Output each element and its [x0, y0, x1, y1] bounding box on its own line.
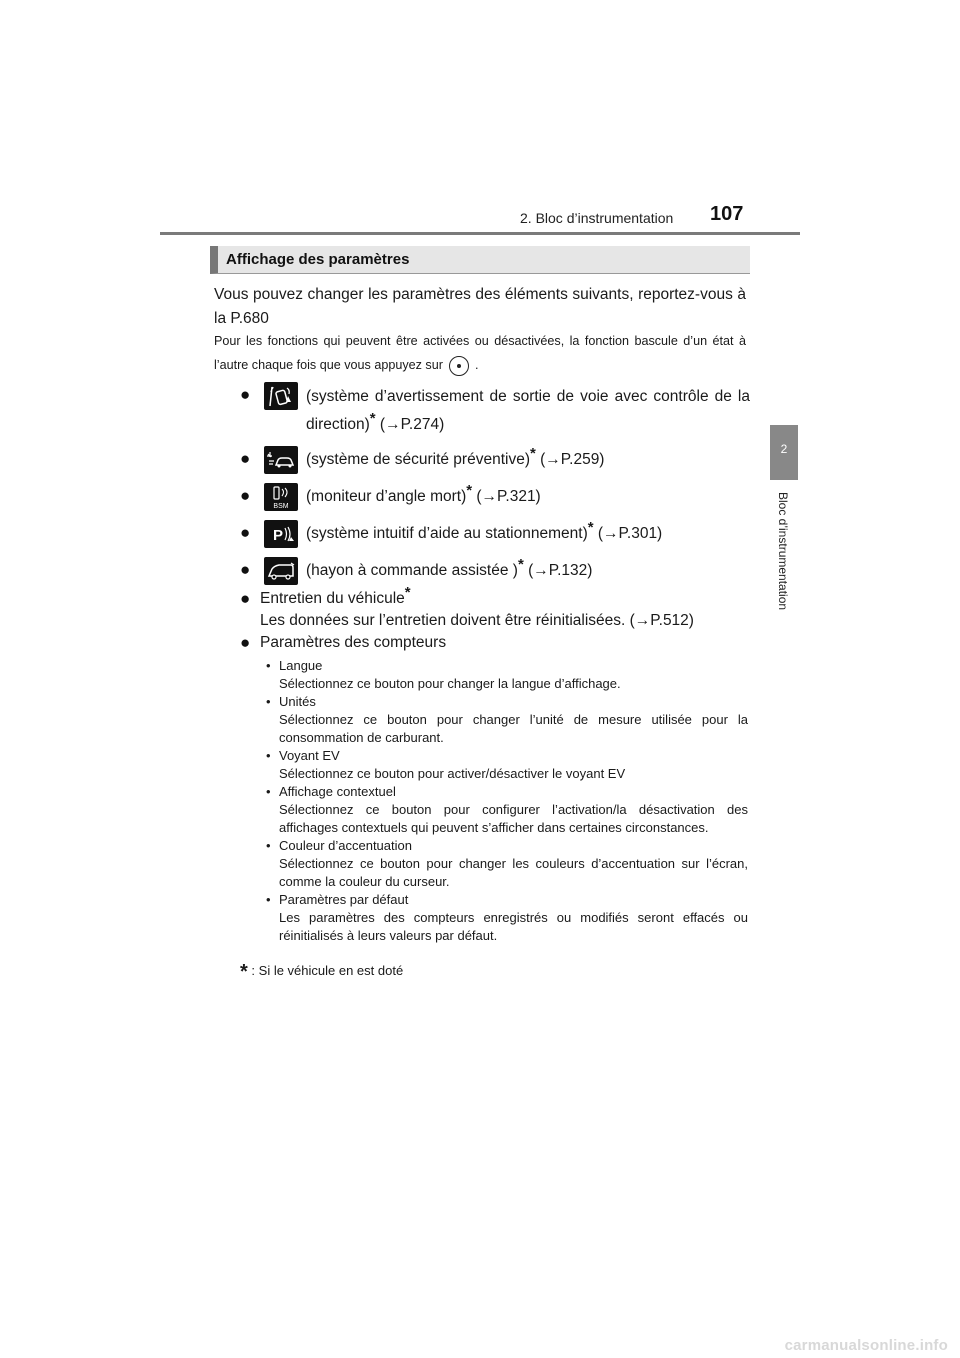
setting-item-text: (système intuitif d’aide au stationnement)	[306, 525, 588, 542]
list-item-title: Unités	[279, 694, 316, 709]
bullet-icon: ●	[240, 560, 251, 579]
control-button-icon	[449, 356, 469, 376]
list-item-description: Sélectionnez ce bouton pour configurer l’activation/la désactivation des affichages contextuels qui peuvent s’afficher dans certaines circonstances.	[279, 802, 748, 835]
watermark: carmanualsonline.info	[784, 1337, 948, 1354]
list-item: • Affichage contextuel Sélectionnez ce bouton pour configurer l’activation/la désactivation des affichages contextuels qui peuvent s’afficher dans certaines circonstances.	[266, 784, 748, 835]
svg-text:P: P	[273, 527, 284, 544]
bullet-icon: ●	[240, 523, 251, 542]
footnote-star: *	[466, 482, 473, 499]
footnote-star: *	[517, 556, 524, 573]
list-item-title: Couleur d’accentuation	[279, 838, 412, 853]
setting-item-text: (hayon à commande assistée )	[306, 562, 518, 579]
svg-text:BSM: BSM	[273, 503, 289, 510]
footnote-star: *	[529, 445, 536, 462]
list-item: • Paramètres par défaut Les paramètres des compteurs enregistrés ou modifiés seront effacés ou réinitialisés à leurs valeurs par défaut.	[266, 892, 748, 943]
list-item-title: Voyant EV	[279, 748, 340, 763]
page-number: 107	[710, 203, 744, 225]
parking-assist-icon	[264, 520, 298, 548]
header-rule	[160, 232, 800, 235]
meter-settings-list	[266, 657, 748, 945]
page-reference: (→P.274)	[379, 416, 445, 433]
bullet-icon: ●	[240, 385, 251, 404]
list-item: • Voyant EV Sélectionnez ce bouton pour activer/désactiver le voyant EV	[266, 747, 748, 783]
list-item-description: Sélectionnez ce bouton pour changer la langue d’affichage.	[279, 676, 621, 691]
footnote	[240, 962, 403, 981]
footnote-star: *	[240, 961, 248, 983]
maintenance-description: Les données sur l’entretien doivent être réinitialisées. (→P.512)	[260, 612, 694, 629]
list-item-title: Affichage contextuel	[279, 784, 396, 799]
list-item-description: Sélectionnez ce bouton pour changer l’unité de mesure utilisée pour la consommation de carburant.	[279, 712, 748, 745]
chapter-side-label-text: Bloc d’instrumentation	[776, 492, 790, 611]
page-reference: (→P.321)	[476, 488, 541, 505]
list-item: • Langue Sélectionnez ce bouton pour changer la langue d’affichage.	[266, 657, 748, 693]
lane-departure-icon	[264, 382, 298, 410]
list-item-description: Les paramètres des compteurs enregistrés ou modifiés seront effacés ou réinitialisés à leurs valeurs par défaut.	[279, 910, 748, 943]
page-reference: (→P.132)	[528, 562, 593, 579]
list-item-description: Sélectionnez ce bouton pour activer/désactiver le voyant EV	[279, 766, 626, 781]
section-heading-text: Affichage des paramètres	[226, 251, 410, 268]
list-item: • Unités Sélectionnez ce bouton pour changer l’unité de mesure utilisée pour la consommation de carburant.	[266, 694, 748, 745]
note-paragraph	[214, 329, 746, 377]
pre-collision-icon	[264, 446, 298, 474]
setting-item-text: (système de sécurité préventive)	[306, 451, 530, 468]
bullet-icon: ●	[240, 486, 251, 505]
running-header-section: 2. Bloc d’instrumentation	[520, 210, 674, 226]
bullet-icon: ●	[240, 449, 251, 468]
power-back-door-icon	[264, 557, 298, 585]
footnote-star: *	[369, 410, 376, 427]
intro-paragraph: Vous pouvez changer les paramètres des éléments suivants, reportez-vous à la P.680	[214, 286, 746, 327]
chapter-side-label	[776, 492, 792, 642]
footnote-star: *	[587, 519, 594, 536]
maintenance-title: Entretien du véhicule	[260, 590, 405, 607]
page-reference: (→P.301)	[597, 525, 663, 542]
note-text-end: .	[474, 358, 479, 372]
chapter-tab-number: 2	[780, 442, 788, 456]
list-item: • Couleur d’accentuation Sélectionnez ce bouton pour changer les couleurs d’accentuation sur l’écran, comme la couleur du curseur.	[266, 838, 748, 889]
setting-item-text: (système d’avertissement de sortie de voie avec contrôle de la direction)	[306, 388, 750, 433]
bullet-icon: ●	[240, 589, 251, 608]
footnote-text: : Si le véhicule en est doté	[251, 963, 404, 978]
bsm-icon	[264, 483, 298, 511]
footnote-star: *	[404, 584, 411, 601]
setting-item-text: (moniteur d’angle mort)	[306, 488, 467, 505]
list-item-title: Langue	[279, 658, 323, 673]
list-item-title: Paramètres par défaut	[279, 892, 409, 907]
page-reference: (→P.259)	[540, 451, 605, 468]
meter-settings-title: Paramètres des compteurs	[260, 634, 447, 651]
section-heading	[210, 246, 750, 274]
list-item-description: Sélectionnez ce bouton pour changer les couleurs d’accentuation sur l’écran, comme la couleur du curseur.	[279, 856, 748, 889]
bullet-icon: ●	[240, 633, 251, 652]
note-text: Pour les fonctions qui peuvent être activées ou désactivées, la fonction bascule d’un état à l’autre chaque fois que vous appuyez sur	[214, 334, 746, 372]
chapter-tab	[770, 425, 798, 480]
